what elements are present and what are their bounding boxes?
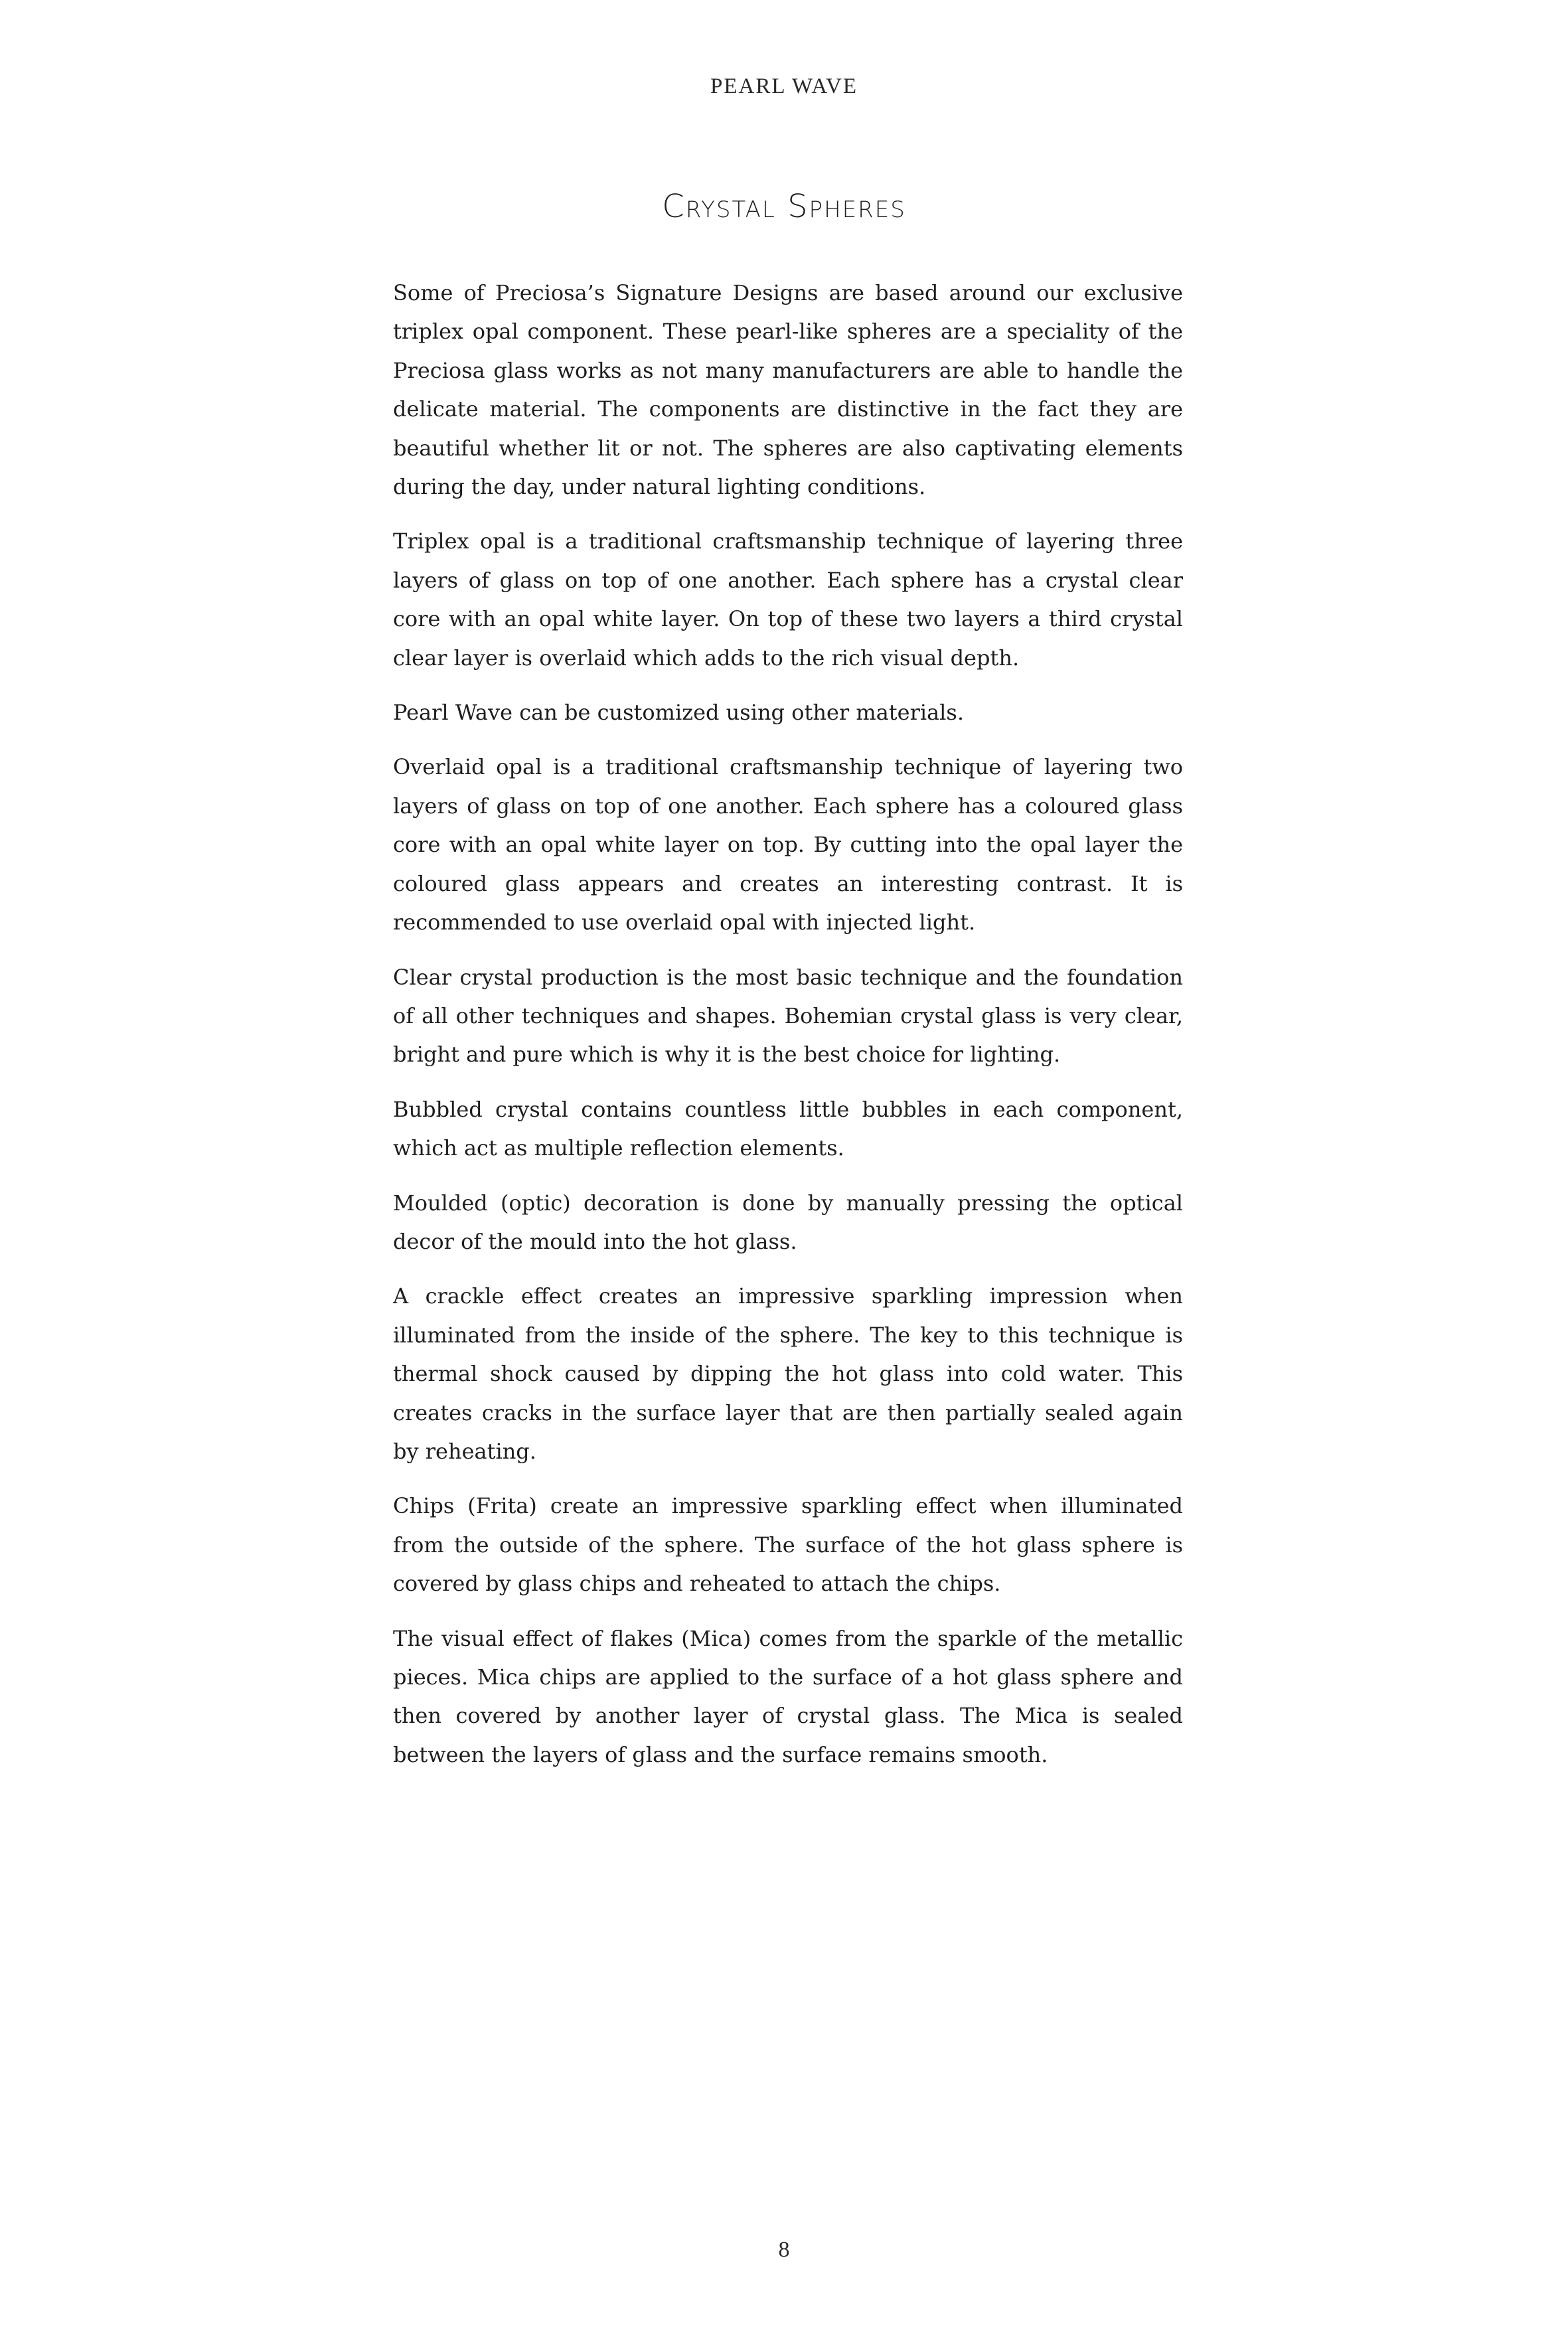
running-header: PEARL WAVE xyxy=(710,74,858,98)
section-title: Crystal Spheres xyxy=(662,188,906,225)
paragraph-clear-crystal: Clear crystal production is the most basic technique and the foundation of all other techniques and shapes. Bohemian crystal glass is very clear, bright and pure which is why it is the best choice for lighting. xyxy=(393,964,1183,1068)
paragraph-intro: Some of Preciosa’s Signature Designs are based around our exclusive triplex opal component. These pearl-like spheres are a speciality of the Preciosa glass works as not many manufacturers are able to handle the delicate material. The components are distinctive in the fact they are beautiful whether lit or not. The spheres are also captivating elements during the day, under natural lighting conditions. xyxy=(393,280,1183,500)
paragraph-moulded-optic: Moulded (optic) decoration is done by manually pressing the optical decor of the mould into the hot glass. xyxy=(393,1190,1183,1254)
paragraph-overlaid-opal: Overlaid opal is a traditional craftsmanship technique of layering two layers of glass on top of one another. Each sphere has a coloured glass core with an opal white layer on top. By cutting into the opal layer the coloured glass appears and creates an interesting contrast. It is recommended to use overlaid opal with injected light. xyxy=(393,754,1183,935)
paragraph-crackle: A crackle effect creates an impressive sparkling impression when illuminated from the inside of the sphere. The key to this technique is thermal shock caused by dipping the hot glass into cold water. This creates cracks in the surface layer that are then partially sealed again by reheating. xyxy=(393,1283,1183,1464)
paragraph-flakes-mica: The visual effect of flakes (Mica) comes from the sparkle of the metallic pieces. Mica chips are applied to the surface of a hot glass sphere and then covered by another layer of crystal glass. The Mica is sealed between the layers of glass and the surface remains smooth. xyxy=(393,1625,1183,1767)
page-number: 8 xyxy=(778,2237,790,2262)
paragraph-customization: Pearl Wave can be customized using other materials. xyxy=(393,700,964,726)
paragraph-triplex-opal: Triplex opal is a traditional craftsmanship technique of layering three layers of glass on top of one another. Each sphere has a crystal clear core with an opal white layer. On top of these two layers a third crystal clear layer is overlaid which adds to the rich visual depth. xyxy=(393,528,1183,671)
paragraph-chips-frita: Chips (Frita) create an impressive sparkling effect when illuminated from the outside of the sphere. The surface of the hot glass sphere is covered by glass chips and reheated to attach the chips. xyxy=(393,1493,1183,1597)
paragraph-bubbled-crystal: Bubbled crystal contains countless little bubbles in each component, which act as multiple reflection elements. xyxy=(393,1096,1183,1161)
body-text xyxy=(393,274,1183,1790)
